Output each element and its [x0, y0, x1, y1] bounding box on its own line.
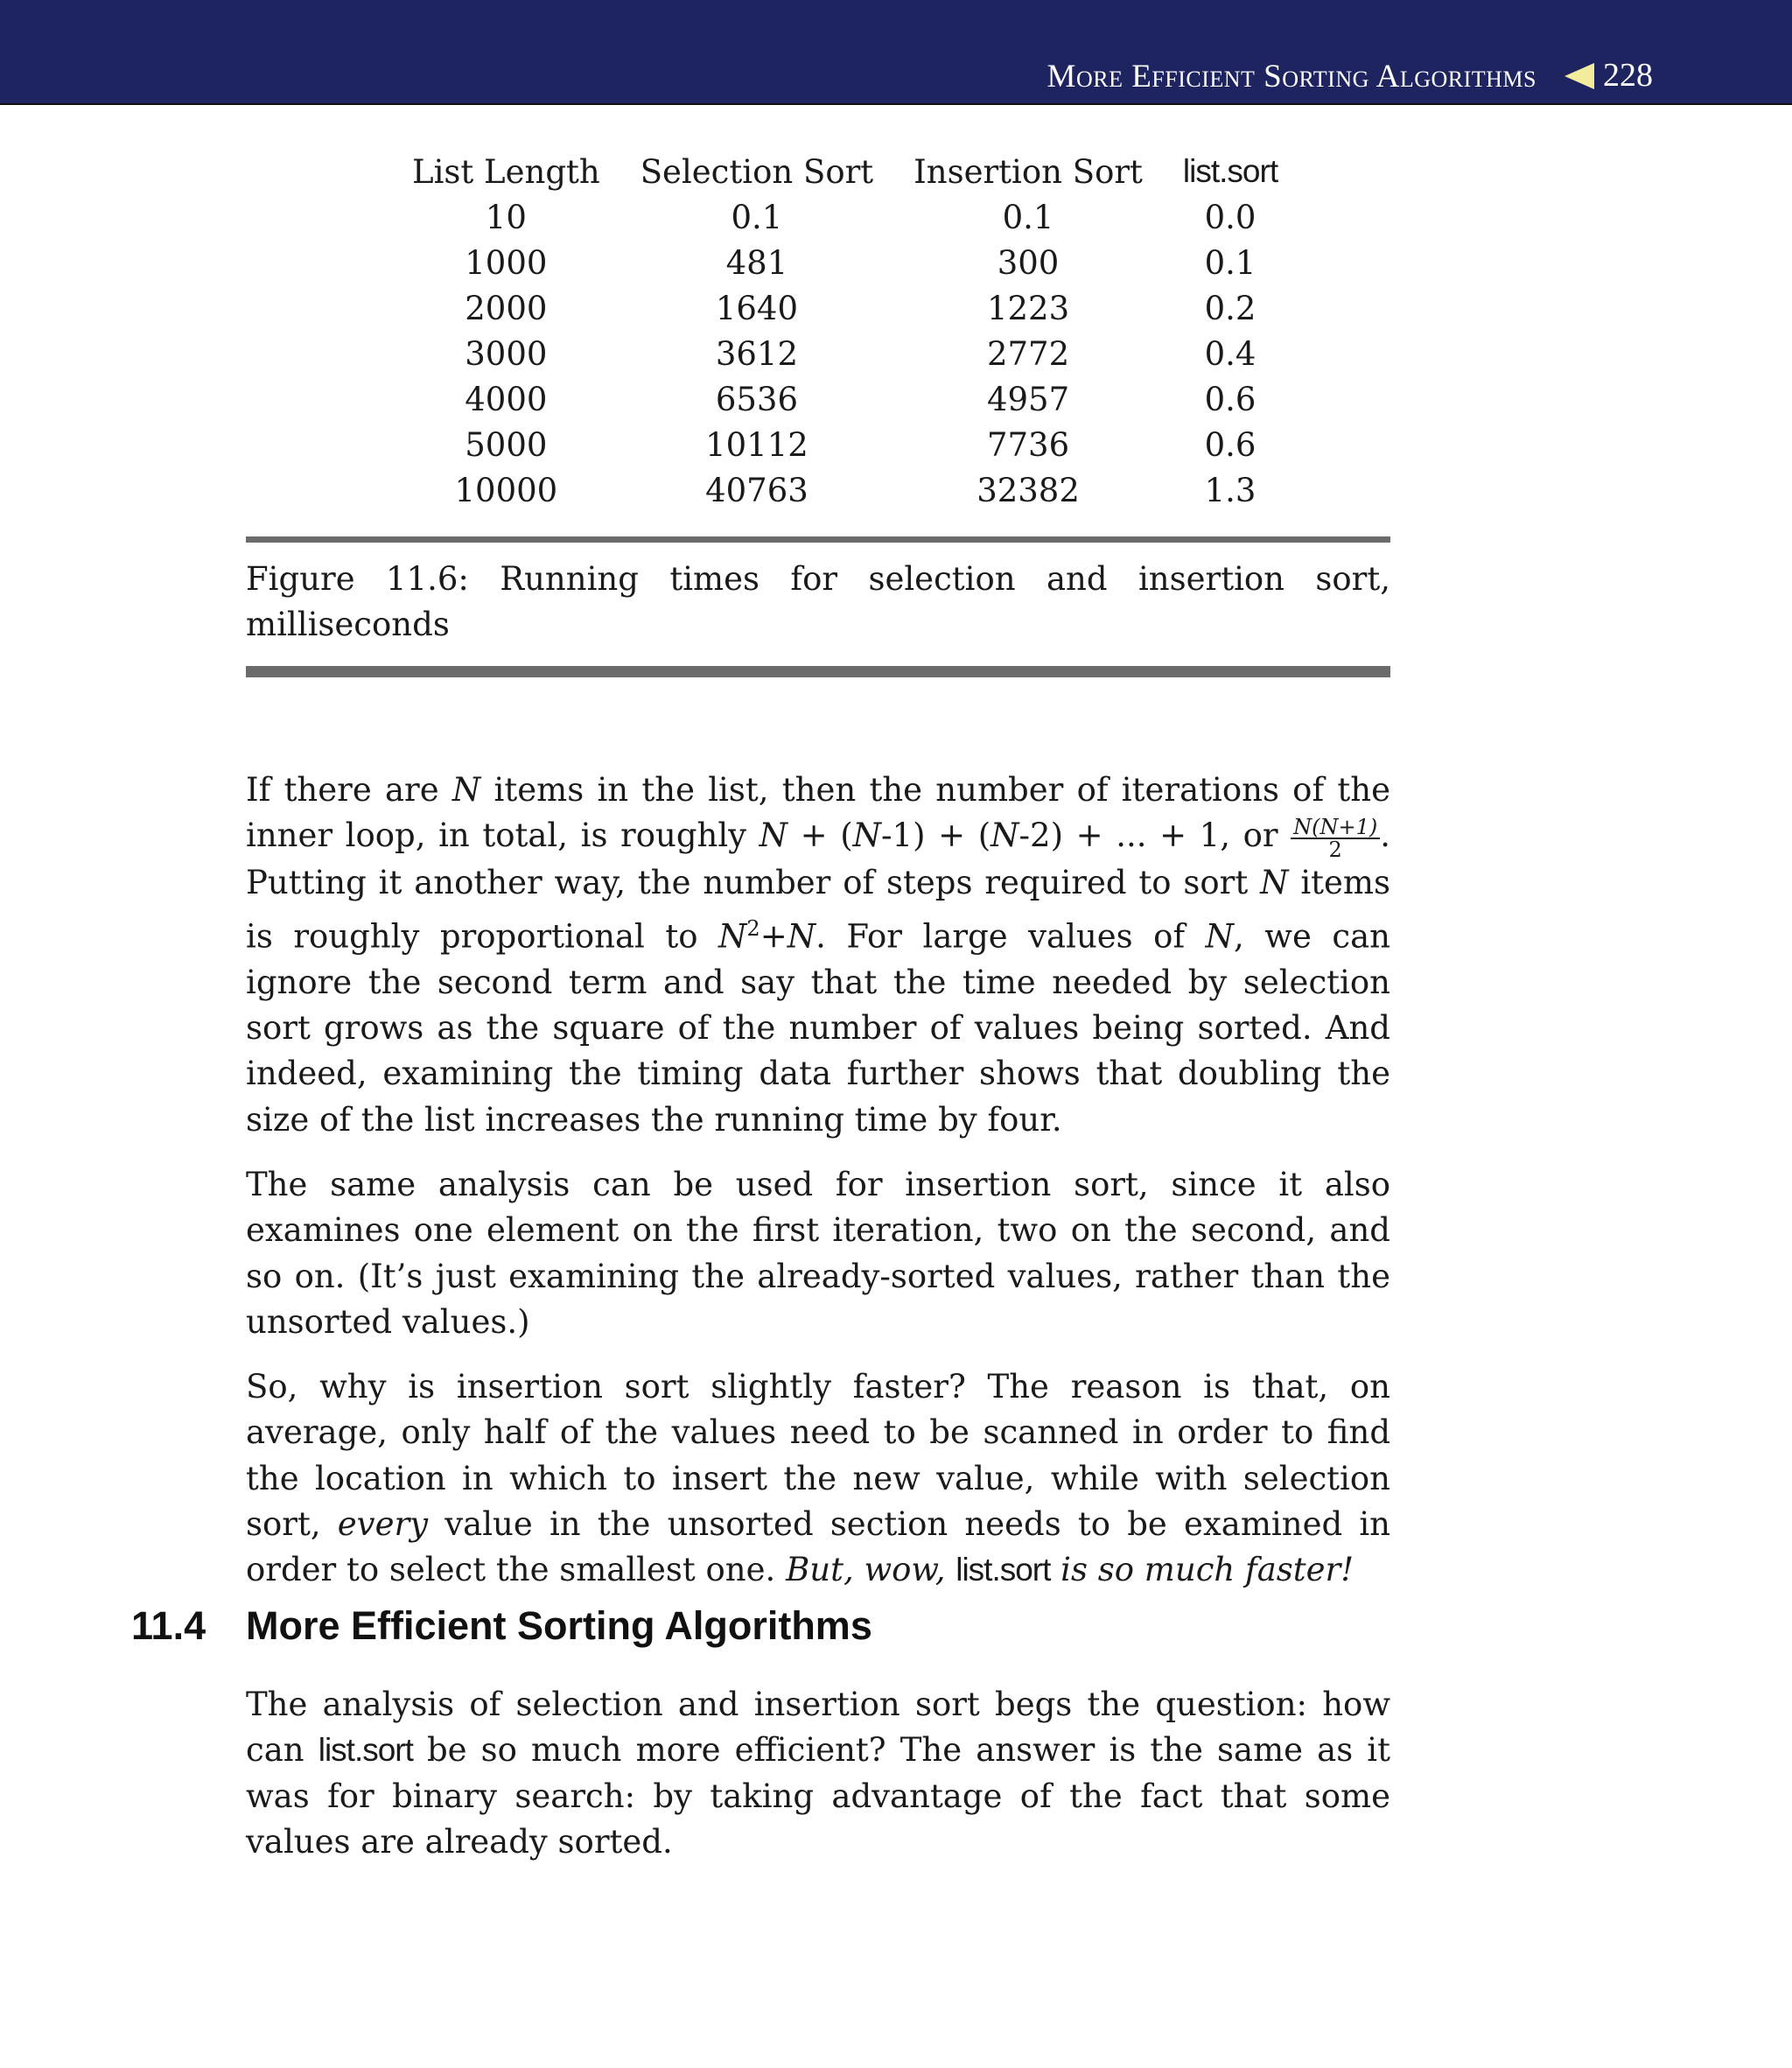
- table-cell: 40763: [705, 471, 808, 509]
- table-row: [392, 240, 1298, 285]
- left-triangle-icon[interactable]: [1564, 63, 1594, 89]
- figure-top-rule: [246, 536, 1390, 543]
- paragraph: So, why is insertion sort slightly faster? The reason is that, on average, only half of the values need to be scanned in order to find the location in which to insert the new value, while with selection sort, every value in the unsorted section needs to be examined in order to select the smallest one. But, wow, list.sort is so much faster!: [246, 1368, 1390, 1589]
- section-heading: [131, 1603, 872, 1649]
- table-cell: 1223: [986, 289, 1070, 327]
- table-cell: 32382: [976, 471, 1080, 509]
- table-cell: 0.1: [1002, 198, 1054, 236]
- table-cell: 1.3: [1204, 471, 1256, 509]
- table-row: [392, 467, 1298, 513]
- paragraph: The same analysis can be used for insertion sort, since it also examines one element on the first iteration, two on the second, and so on. (It’s just examining the already-sorted values, rather than the unsorted values.): [246, 1165, 1390, 1341]
- running-title: More Efficient Sorting Algorithms: [1046, 59, 1536, 95]
- table-cell: 10112: [705, 425, 808, 464]
- section-body: [246, 1682, 1390, 1884]
- table-cell: 0.0: [1204, 198, 1256, 236]
- running-header: [0, 0, 1792, 105]
- table-cell: 0.6: [1204, 380, 1256, 418]
- table-row: [392, 331, 1298, 376]
- page-number: 228: [1603, 57, 1653, 94]
- table-cell: 3612: [715, 334, 799, 373]
- figure-caption: Figure 11.6: Running times for selection and insertion sort, milliseconds: [246, 560, 1390, 643]
- timing-table: [392, 149, 1298, 513]
- section-number: 11.4: [131, 1603, 206, 1648]
- column-header: Selection Sort: [640, 152, 874, 191]
- table-cell: 2000: [465, 289, 548, 327]
- table-row: [392, 376, 1298, 422]
- column-header: List Length: [412, 152, 600, 191]
- table-cell: 1000: [465, 243, 548, 282]
- table-cell: 6536: [715, 380, 799, 418]
- table-cell: 10000: [454, 471, 558, 509]
- paragraph: If there are N items in the list, then the number of iterations of the inner loop, in total, is roughly N + (N-1) + (N-2) + ... + 1, or $\frac{N(N+1)}{2}$ . Putting it another way, the number of steps required to sort N items is roughly proportional to $N^2+N$. For large values of N, we can ignore the second term and say that the time needed by selection sort grows as the square of the number of values being sorted. And indeed, examining the timing data further shows that doubling the size of the list increases the running time by four.: [246, 771, 1391, 1139]
- column-header: Insertion Sort: [914, 152, 1143, 191]
- paragraph: The analysis of selection and insertion sort begs the question: how can list.sort be so much more efficient? The answer is the same as it was for binary search: by taking advantage of the fact that some values are already sorted.: [246, 1686, 1391, 1861]
- table-cell: 1640: [715, 289, 799, 327]
- table-cell: 0.2: [1204, 289, 1256, 327]
- table-cell: 0.4: [1204, 334, 1256, 373]
- table-cell: 0.1: [731, 198, 783, 236]
- table-cell: 481: [725, 243, 788, 282]
- table-cell: 4957: [986, 380, 1070, 418]
- table-cell: 10: [485, 198, 527, 236]
- table-row: [392, 194, 1298, 240]
- table-cell: 300: [997, 243, 1060, 282]
- table-row: [392, 285, 1298, 331]
- figure-bottom-rule: [246, 666, 1390, 677]
- section-title: More Efficient Sorting Algorithms: [246, 1603, 872, 1648]
- table-cell: 7736: [986, 425, 1070, 464]
- column-header: list.sort: [1182, 153, 1278, 189]
- table-cell: 0.1: [1204, 243, 1256, 282]
- table-cell: 3000: [465, 334, 548, 373]
- table-cell: 2772: [986, 334, 1070, 373]
- table-body: [392, 194, 1298, 513]
- table-cell: 5000: [465, 425, 548, 464]
- table-row: [392, 422, 1298, 467]
- body-text: [246, 768, 1390, 1613]
- fraction: $\frac{N(N+1)}{2}$: [1291, 817, 1380, 860]
- table-cell: 4000: [465, 380, 548, 418]
- table-cell: 0.6: [1204, 425, 1256, 464]
- table-header-row: [392, 149, 1298, 194]
